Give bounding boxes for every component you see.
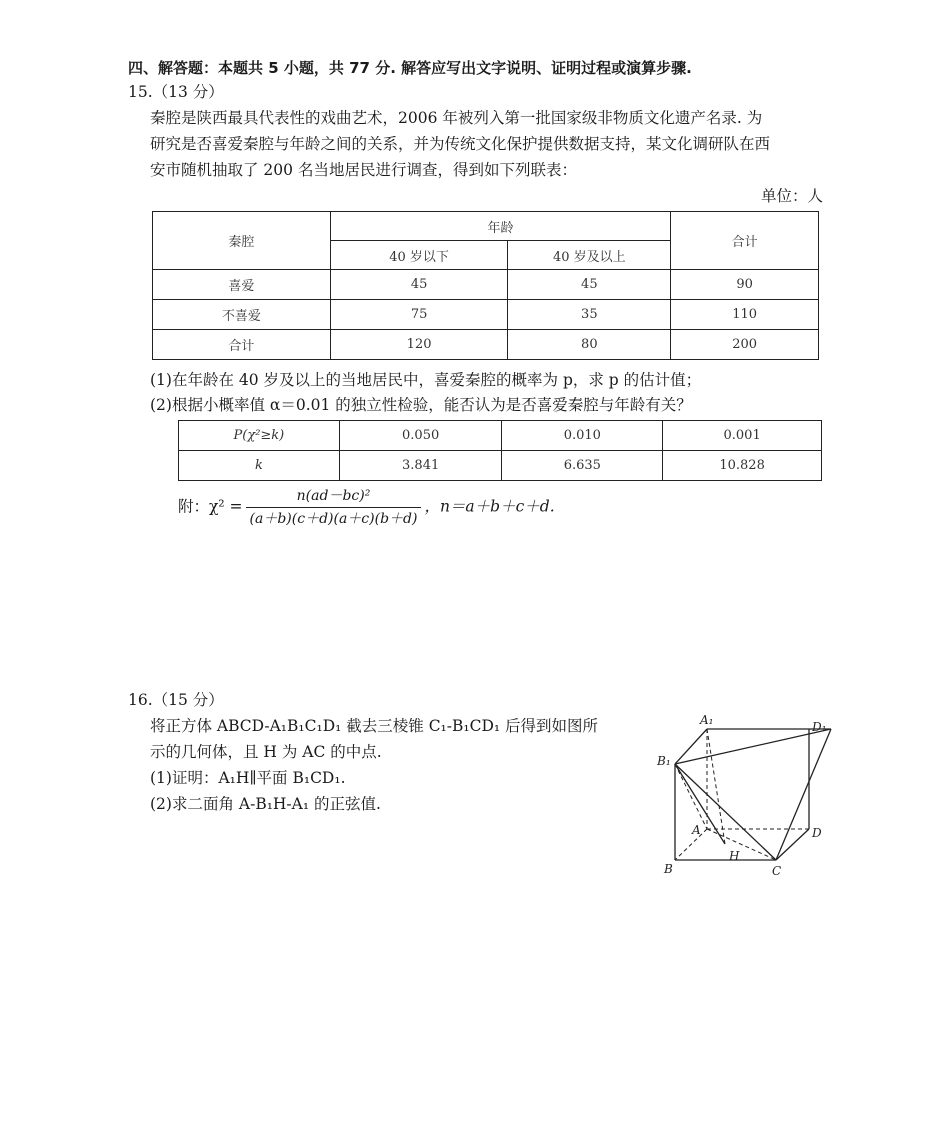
- section-heading: 四、解答题：本题共 5 小题，共 77 分. 解答应写出文字说明、证明过程或演算步骤.: [128, 59, 692, 77]
- table-row: [153, 300, 819, 330]
- group-header-cell: 年龄: [330, 212, 670, 241]
- formula-numerator: n(ad－bc)²: [246, 486, 422, 508]
- label-d: D: [812, 826, 822, 840]
- table-row: [179, 421, 822, 451]
- edge-c-d: [776, 829, 809, 860]
- label-a: A: [692, 823, 701, 837]
- q15-sub-1: (1)在年龄在 40 岁及以上的当地居民中，喜爱秦腔的概率为 p，求 p 的估计值；: [150, 371, 702, 389]
- chi-row2-label: k: [179, 451, 340, 481]
- data-cell: 45: [330, 270, 508, 300]
- hidden-segment-b1-a: [675, 764, 707, 829]
- data-cell: 110: [671, 300, 819, 330]
- data-cell: 90: [671, 270, 819, 300]
- label-h: H: [729, 849, 740, 863]
- data-cell: 0.001: [663, 421, 822, 451]
- formula-suffix: ，n＝a＋b＋c＋d.: [424, 497, 555, 516]
- q16-sub-2: (2)求二面角 A-B₁H-A₁ 的正弦值.: [150, 795, 381, 813]
- q16-sub-1: (1)证明：A₁H∥平面 B₁CD₁.: [150, 769, 346, 787]
- edge-a1-b1: [675, 729, 707, 764]
- data-cell: 0.050: [339, 421, 502, 451]
- label-a1: A₁: [700, 713, 714, 727]
- data-cell: 0.010: [502, 421, 663, 451]
- label-c: C: [772, 864, 782, 878]
- data-cell: 10.828: [663, 451, 822, 481]
- hidden-segment-a1-h: [707, 729, 725, 844]
- q15-unit: 单位：人: [760, 187, 823, 205]
- q16-line-2: 示的几何体，且 H 为 AC 的中点.: [150, 743, 382, 761]
- formula-denominator: (a＋b)(c＋d)(a＋c)(b＋d): [249, 511, 418, 527]
- total-header-cell: 合计: [671, 212, 819, 270]
- data-cell: 200: [671, 330, 819, 360]
- chi-row1-label: P(χ²≥k): [179, 421, 340, 451]
- label-d1: D₁: [812, 720, 827, 734]
- label-b1: B₁: [657, 754, 671, 768]
- q16-line-1: 将正方体 ABCD-A₁B₁C₁D₁ 截去三棱锥 C₁-B₁CD₁ 后得到如图所: [150, 717, 599, 735]
- data-cell: 80: [508, 330, 671, 360]
- data-cell: 120: [330, 330, 508, 360]
- chi-square-table: [178, 420, 822, 481]
- data-cell: 75: [330, 300, 508, 330]
- data-cell: 6.635: [502, 451, 663, 481]
- edge-d1-c: [776, 729, 831, 860]
- chi-square-formula: [178, 486, 555, 529]
- q15-para-line-1: 秦腔是陕西最具代表性的戏曲艺术，2006 年被列入第一批国家级非物质文化遗产名录. 为: [150, 109, 763, 127]
- formula-fraction: [246, 486, 422, 529]
- data-cell: 45: [508, 270, 671, 300]
- contingency-table: [152, 211, 819, 360]
- edge-b1-d1: [675, 729, 831, 764]
- q16-number: 16.（15 分）: [128, 691, 224, 709]
- row-label-cell: 不喜爱: [153, 300, 331, 330]
- q15-para-line-2: 研究是否喜爱秦腔与年龄之间的关系，并为传统文化保护提供数据支持，某文化调研队在西: [150, 135, 771, 153]
- q15-sub-2: (2)根据小概率值 α＝0.01 的独立性检验，能否认为是否喜爱秦腔与年龄有关？: [150, 396, 692, 414]
- table-row: [153, 330, 819, 360]
- q15-para-line-3: 安市随机抽取了 200 名当地居民进行调查，得到如下列联表：: [150, 161, 577, 179]
- data-cell: 35: [508, 300, 671, 330]
- col1-header-cell: 40 岁以下: [330, 241, 508, 270]
- truncated-cube-figure: [650, 705, 840, 885]
- table-row: [179, 451, 822, 481]
- row-label-cell: 合计: [153, 330, 331, 360]
- data-cell: 3.841: [339, 451, 502, 481]
- hidden-edge-a-b: [675, 829, 707, 860]
- formula-prefix: 附：χ² =: [178, 497, 243, 516]
- col2-header-cell: 40 岁及以上: [508, 241, 671, 270]
- row-header-cell: 秦腔: [153, 212, 331, 270]
- row-label-cell: 喜爱: [153, 270, 331, 300]
- hidden-edge-a-c: [707, 829, 776, 860]
- table-row: [153, 270, 819, 300]
- q15-number: 15.（13 分）: [128, 83, 224, 101]
- label-b: B: [664, 862, 673, 876]
